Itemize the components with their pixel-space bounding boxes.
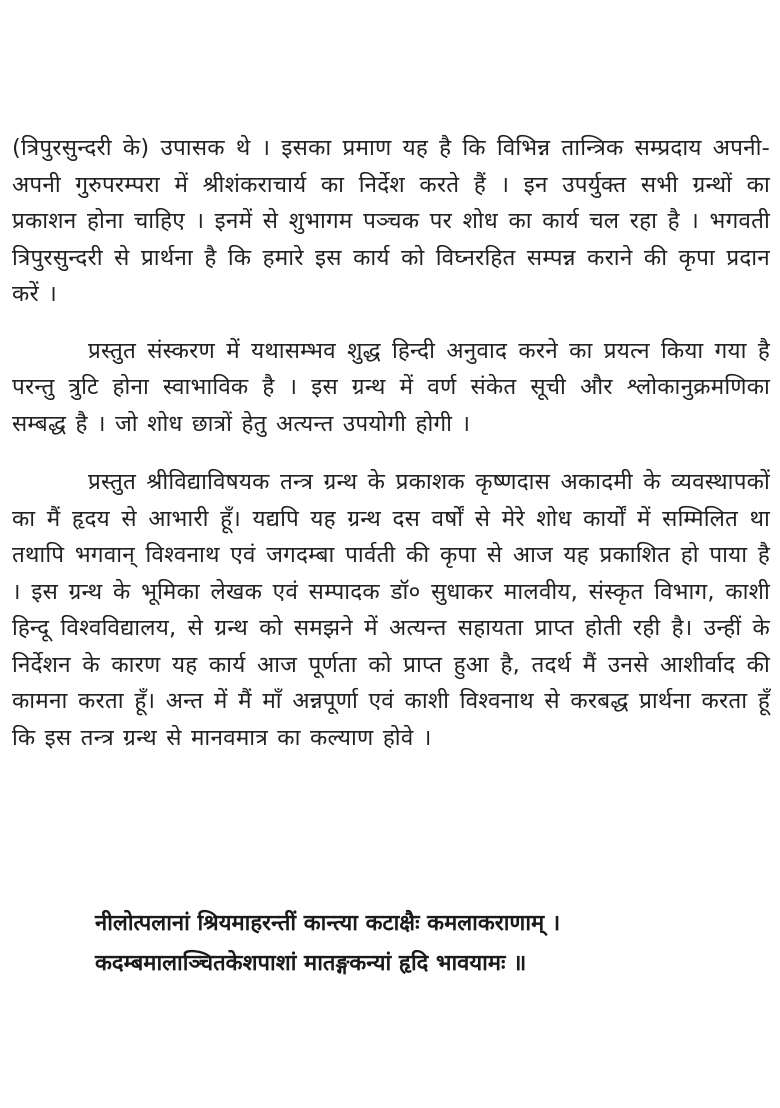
paragraph-acknowledgements: प्रस्तुत श्रीविद्याविषयक तन्त्र ग्रन्थ के प्रकाशक कृष्णदास अकादमी के व्यवस्थापकों का मैं हृदय से आभारी हूँ। यद्यपि यह ग्रन्थ दस वर्षों से मेरे शोध कार्यों में सम्मिलित था तथापि भगवान् विश्वनाथ एवं जगदम्बा पार्वती की कृपा से आज यह प्रकाशित हो पाया है । इस ग्रन्थ के भूमिका लेखक एवं सम्पादक डॉ० सुधाकर मालवीय, संस्कृत विभाग, काशी हिन्दू विश्वविद्यालय, से ग्रन्थ को समझने में अत्यन्त सहायता प्राप्त होती रही है। उन्हीं के निर्देशन के कारण यह कार्य आज पूर्णता को प्राप्त हुआ है, तदर्थ मैं उनसे आशीर्वाद की कामना करता हूँ। अन्त में मैं माँ अन्नपूर्णा एवं काशी विश्वनाथ से करबद्ध प्रार्थना करता हूँ कि इस तन्त्र ग्रन्थ से मानवमात्र का कल्याण होवे ।: [12, 469, 770, 751]
closing-verse: [95, 904, 745, 984]
verse-line-1: नीलोत्पलानां श्रियमाहरन्तीं कान्त्या कटाक्षैः कमलाकराणाम् ।: [95, 911, 561, 936]
paragraph-tripurasundari-upasaka: (त्रिपुरसुन्दरी के) उपासक थे । इसका प्रमाण यह है कि विभिन्न तान्त्रिक सम्प्रदाय अपनी-अपनी गुरुपरम्परा में श्रीशंकराचार्य का निर्देश करते हैं । इन उपर्युक्त सभी ग्रन्थों का प्रकाशन होना चाहिए । इनमें से शुभागम पञ्चक पर शोध का कार्य चल रहा है । भगवती त्रिपुरसुन्दरी से प्रार्थना है कि हमारे इस कार्य को विघ्नरहित सम्पन्न कराने की कृपा प्रदान करें ।: [12, 135, 770, 307]
paragraph-translation-note: प्रस्तुत संस्करण में यथासम्भव शुद्ध हिन्दी अनुवाद करने का प्रयत्न किया गया है परन्तु त्रुटि होना स्वाभाविक है । इस ग्रन्थ में वर्ण संकेत सूची और श्लोकानुक्रमणिका सम्बद्ध है । जो शोध छात्रों हेतु अत्यन्त उपयोगी होगी ।: [12, 337, 770, 437]
document-body: [12, 130, 770, 756]
verse-line-2: कदम्बमालाञ्चितकेशपाशां मातङ्गकन्यां हृदि भावयामः ॥: [95, 951, 527, 976]
